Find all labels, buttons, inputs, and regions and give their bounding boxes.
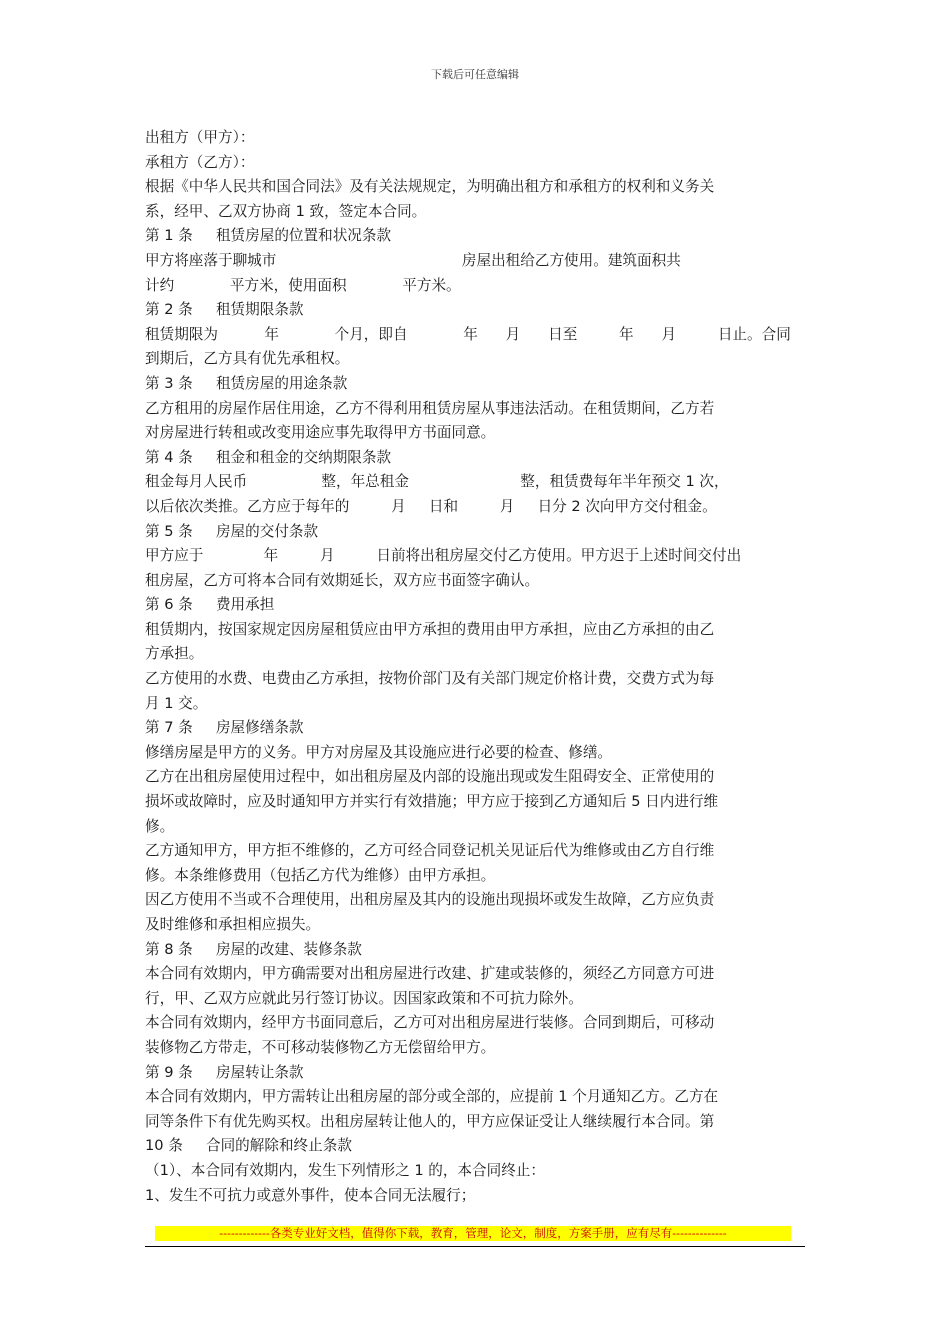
document-line: 甲方将座落于聊城市 房屋出租给乙方使用。建筑面积共 xyxy=(145,251,681,269)
document-line: 甲方应于 年 月 日前将出租房屋交付乙方使用。甲方迟于上述时间交付出 xyxy=(145,547,742,565)
document-line: 根据《中华人民共和国合同法》及有关法规规定，为明确出租方和承租方的权利和义务关 xyxy=(145,178,715,196)
document-line: 及时维修和承担相应损失。 xyxy=(145,916,321,933)
document-line: 租赁期内，按国家规定因房屋租赁应由甲方承担的费用由甲方承担，应由乙方承担的由乙 xyxy=(145,620,715,638)
document-line: 系，经甲、乙双方协商 1 致，签定本合同。 xyxy=(145,202,427,220)
document-line: 计约 平方米，使用面积 平方米。 xyxy=(145,276,461,294)
document-line: 10 条 合同的解除和终止条款 xyxy=(145,1137,352,1155)
document-line: 修。本条维修费用（包括乙方代为维修）由甲方承担。 xyxy=(145,866,496,884)
page-header: 下载后可任意编辑 xyxy=(431,68,519,81)
document-line: 租房屋，乙方可将本合同有效期延长，双方应书面签字确认。 xyxy=(145,571,540,589)
footer-banner: -------------各类专业好文档，值得你下载，教育，管理，论文，制度，方案手册，应有尽有-------------- xyxy=(155,1226,791,1241)
document-line: 月 1 交。 xyxy=(145,694,208,712)
document-line: （1）、本合同有效期内，发生下列情形之 1 的，本合同终止： xyxy=(145,1161,545,1179)
document-line: 1、发生不可抗力或意外事件，使本合同无法履行； xyxy=(145,1186,476,1204)
document-line: 本合同有效期内，甲方确需要对出租房屋进行改建、扩建或装修的，须经乙方同意方可进 xyxy=(145,965,715,983)
document-line: 乙方在出租房屋使用过程中，如出租房屋及内部的设施出现或发生阻碍安全、正常使用的 xyxy=(145,768,715,786)
document-line: 以后依次类推。乙方应于每年的 月 日和 月 日分 2 次向甲方交付租金。 xyxy=(145,497,717,515)
document-line: 第 4 条 租金和租金的交纳期限条款 xyxy=(145,448,392,466)
document-line: 第 7 条 房屋修缮条款 xyxy=(145,719,304,737)
document-line: 方承担。 xyxy=(145,645,204,663)
document-line: 承租方（乙方）： xyxy=(145,153,255,171)
document-line: 出租方（甲方）： xyxy=(145,129,255,146)
document-line: 本合同有效期内，经甲方书面同意后，乙方可对出租房屋进行装修。合同到期后，可移动 xyxy=(145,1014,715,1032)
document-line: 第 2 条 租赁期限条款 xyxy=(145,301,304,319)
document-line: 到期后，乙方具有优先承租权。 xyxy=(145,350,350,368)
document-line: 第 1 条 租赁房屋的位置和状况条款 xyxy=(145,227,392,245)
document-line: 对房屋进行转租或改变用途应事先取得甲方书面同意。 xyxy=(145,424,496,442)
document-line: 租金每月人民币 整，年总租金 整，租赁费每年半年预交 1 次， xyxy=(145,473,729,491)
document-line: 行，甲、乙双方应就此另行签订协议。因国家政策和不可抗力除外。 xyxy=(145,989,583,1007)
document-line: 本合同有效期内，甲方需转让出租房屋的部分或全部的，应提前 1 个月通知乙方。乙方在 xyxy=(145,1088,719,1106)
page-footer xyxy=(145,1224,805,1247)
document-line: 修缮房屋是甲方的义务。甲方对房屋及其设施应进行必要的检查、修缮。 xyxy=(145,743,613,761)
document-line: 乙方通知甲方，甲方拒不维修的，乙方可经合同登记机关见证后代为维修或由乙方自行维 xyxy=(145,842,715,860)
document-line: 第 5 条 房屋的交付条款 xyxy=(145,522,319,540)
document-line: 因乙方使用不当或不合理使用，出租房屋及其内的设施出现损坏或发生故障，乙方应负责 xyxy=(145,891,715,909)
document-line: 同等条件下有优先购买权。出租房屋转让他人的，甲方应保证受让人继续履行本合同。第 xyxy=(145,1112,715,1130)
document-line: 第 9 条 房屋转让条款 xyxy=(145,1063,304,1081)
document-line: 装修物乙方带走，不可移动装修物乙方无偿留给甲方。 xyxy=(145,1038,496,1056)
document-line: 乙方使用的水费、电费由乙方承担，按物价部门及有关部门规定价格计费，交费方式为每 xyxy=(145,670,715,688)
document-line: 租赁期限为 年 个月，即自 年 月 日至 年 月 日止。合同 xyxy=(145,325,791,343)
document-line: 修。 xyxy=(145,817,175,835)
document-line: 第 8 条 房屋的改建、装修条款 xyxy=(145,940,362,958)
document-line: 乙方租用的房屋作居住用途，乙方不得利用租赁房屋从事违法活动。在租赁期间，乙方若 xyxy=(145,399,715,417)
document-line: 第 6 条 费用承担 xyxy=(145,596,275,614)
document-line: 损坏或故障时，应及时通知甲方并实行有效措施；甲方应于接到乙方通知后 5 日内进行维 xyxy=(145,793,719,811)
document-body xyxy=(145,126,815,1208)
document-line: 第 3 条 租赁房屋的用途条款 xyxy=(145,374,348,392)
